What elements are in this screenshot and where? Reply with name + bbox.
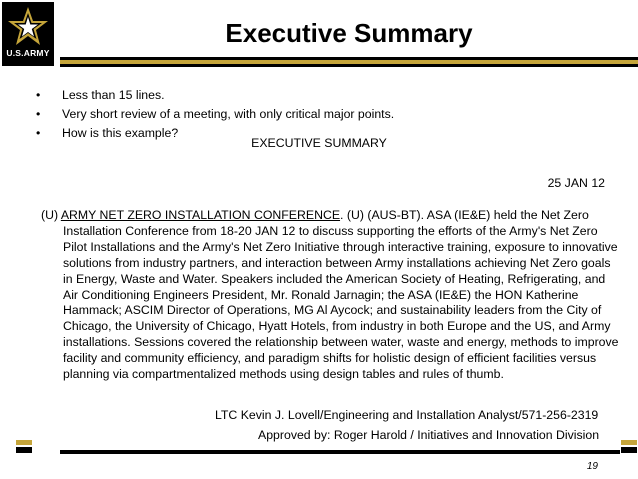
summary-paragraph	[41, 208, 623, 383]
left-corner-mark	[16, 440, 32, 453]
bullet-item: • Very short review of a meeting, with only critical major points.	[40, 105, 394, 124]
conference-title: ARMY NET ZERO INSTALLATION CONFERENCE	[60, 208, 341, 222]
right-corner-mark	[621, 440, 637, 453]
document-date: 25 JAN 12	[547, 176, 605, 190]
document-heading: EXECUTIVE SUMMARY	[251, 136, 387, 150]
bullet-list	[40, 86, 394, 143]
classification-prefix: (U)	[41, 208, 61, 222]
footer-rule	[60, 450, 620, 454]
title-rule-gold-stripe	[60, 60, 638, 64]
star-icon	[6, 4, 50, 48]
army-logo	[2, 2, 54, 66]
bullet-item: • Less than 15 lines.	[40, 86, 394, 105]
army-wordmark: U.S.ARMY	[6, 48, 50, 58]
slide-title: Executive Summary	[225, 18, 473, 48]
approval-line: Approved by: Roger Harold / Initiatives and Innovation Division	[258, 428, 600, 442]
signature-line: LTC Kevin J. Lovell/Engineering and Installation Analyst/571-256-2319	[215, 408, 599, 422]
title-rule	[60, 57, 638, 67]
page-number: 19	[586, 461, 598, 472]
summary-text: . (U) (AUS-BT). ASA (IE&E) held the Net Zero Installation Conference from 18-20 JAN 12 to discuss supporting the efforts of the Army's Net Zero Pilot Installations and the Army's Net Zero Initiative through interactive training, exposure to innovative solutions from industry partners, and interaction between Army installations achieving Net Zero goals in Energy, Waste and Water. Speakers included the American Society of Heating, Refrigerating, and Air Conditioning Engineers President, Mr. Ronald Jarnagin; the ASA (IE&E) the HON Katherine Hammack; ASCIM Director of Operations, MG Al Aycock; and sustainability leaders from the City of Chicago, the University of Chicago, Hyatt Hotels, from industry in both Europe and the US, and Army installations. Sessions covered the relationship between water, waste and energy, methods to improve facility and community efficiency, and paradigm shifts for holistic design of efficient facilities versus planning via compartmentalized methods using design tables and rules of thumb.	[63, 208, 619, 382]
bullet-item: • How is this example?	[40, 124, 394, 143]
